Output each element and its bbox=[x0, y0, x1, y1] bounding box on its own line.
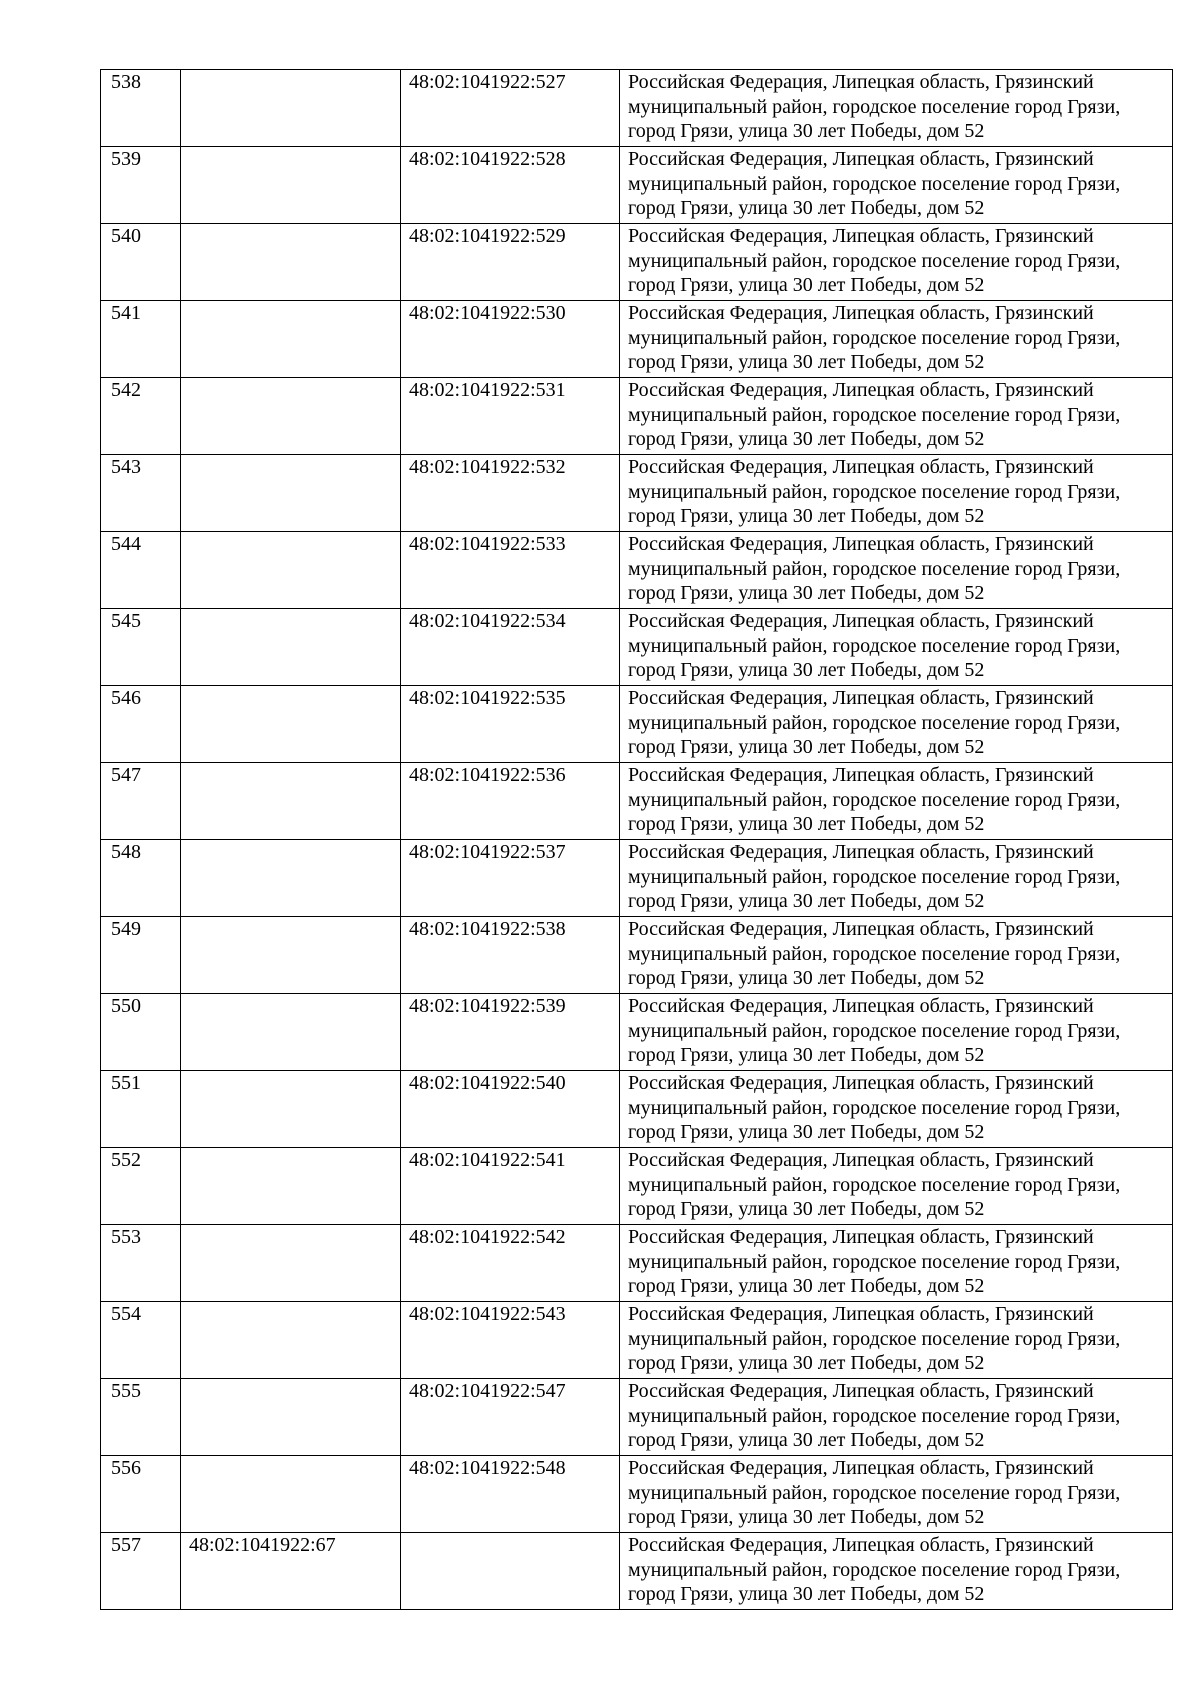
address-cell: Российская Федерация, Липецкая область, Грязинский муниципальный район, городское поселение город Грязи, город Грязи, улица 30 лет Победы, дом 52 bbox=[620, 917, 1173, 994]
row-number-cell: 556 bbox=[101, 1456, 181, 1533]
cadastral-number-cell: 48:02:1041922:527 bbox=[401, 70, 620, 147]
table-row bbox=[101, 763, 1173, 840]
cadastral-number-cell: 48:02:1041922:532 bbox=[401, 455, 620, 532]
previous-cadastral-number-cell bbox=[181, 1071, 401, 1148]
cadastral-number-cell bbox=[401, 1533, 620, 1610]
row-number-cell: 550 bbox=[101, 994, 181, 1071]
address-cell: Российская Федерация, Липецкая область, Грязинский муниципальный район, городское поселение город Грязи, город Грязи, улица 30 лет Победы, дом 52 bbox=[620, 378, 1173, 455]
address-cell: Российская Федерация, Липецкая область, Грязинский муниципальный район, городское поселение город Грязи, город Грязи, улица 30 лет Победы, дом 52 bbox=[620, 70, 1173, 147]
row-number-cell: 549 bbox=[101, 917, 181, 994]
address-cell: Российская Федерация, Липецкая область, Грязинский муниципальный район, городское поселение город Грязи, город Грязи, улица 30 лет Победы, дом 52 bbox=[620, 840, 1173, 917]
address-cell: Российская Федерация, Липецкая область, Грязинский муниципальный район, городское поселение город Грязи, город Грязи, улица 30 лет Победы, дом 52 bbox=[620, 686, 1173, 763]
row-number-cell: 554 bbox=[101, 1302, 181, 1379]
row-number-cell: 546 bbox=[101, 686, 181, 763]
table-row bbox=[101, 1379, 1173, 1456]
cadastral-number-cell: 48:02:1041922:533 bbox=[401, 532, 620, 609]
address-cell: Российская Федерация, Липецкая область, Грязинский муниципальный район, городское поселение город Грязи, город Грязи, улица 30 лет Победы, дом 52 bbox=[620, 532, 1173, 609]
row-number-cell: 541 bbox=[101, 301, 181, 378]
cadastral-number-cell: 48:02:1041922:531 bbox=[401, 378, 620, 455]
previous-cadastral-number-cell bbox=[181, 1302, 401, 1379]
previous-cadastral-number-cell bbox=[181, 994, 401, 1071]
row-number-cell: 552 bbox=[101, 1148, 181, 1225]
table-row bbox=[101, 609, 1173, 686]
address-cell: Российская Федерация, Липецкая область, Грязинский муниципальный район, городское поселение город Грязи, город Грязи, улица 30 лет Победы, дом 52 bbox=[620, 1302, 1173, 1379]
table-row bbox=[101, 994, 1173, 1071]
previous-cadastral-number-cell bbox=[181, 224, 401, 301]
row-number-cell: 551 bbox=[101, 1071, 181, 1148]
row-number-cell: 544 bbox=[101, 532, 181, 609]
row-number-cell: 538 bbox=[101, 70, 181, 147]
cadastral-number-cell: 48:02:1041922:542 bbox=[401, 1225, 620, 1302]
address-cell: Российская Федерация, Липецкая область, Грязинский муниципальный район, городское поселение город Грязи, город Грязи, улица 30 лет Победы, дом 52 bbox=[620, 1456, 1173, 1533]
previous-cadastral-number-cell: 48:02:1041922:67 bbox=[181, 1533, 401, 1610]
cadastral-number-cell: 48:02:1041922:536 bbox=[401, 763, 620, 840]
previous-cadastral-number-cell bbox=[181, 1225, 401, 1302]
previous-cadastral-number-cell bbox=[181, 917, 401, 994]
table-row bbox=[101, 1148, 1173, 1225]
table-row bbox=[101, 1456, 1173, 1533]
cadastral-number-cell: 48:02:1041922:535 bbox=[401, 686, 620, 763]
row-number-cell: 548 bbox=[101, 840, 181, 917]
table-row bbox=[101, 1071, 1173, 1148]
row-number-cell: 547 bbox=[101, 763, 181, 840]
table-row bbox=[101, 840, 1173, 917]
previous-cadastral-number-cell bbox=[181, 1148, 401, 1225]
cadastral-number-cell: 48:02:1041922:529 bbox=[401, 224, 620, 301]
address-cell: Российская Федерация, Липецкая область, Грязинский муниципальный район, городское поселение город Грязи, город Грязи, улица 30 лет Победы, дом 52 bbox=[620, 763, 1173, 840]
table-row bbox=[101, 1302, 1173, 1379]
previous-cadastral-number-cell bbox=[181, 1456, 401, 1533]
cadastral-number-cell: 48:02:1041922:548 bbox=[401, 1456, 620, 1533]
row-number-cell: 539 bbox=[101, 147, 181, 224]
address-cell: Российская Федерация, Липецкая область, Грязинский муниципальный район, городское поселение город Грязи, город Грязи, улица 30 лет Победы, дом 52 bbox=[620, 224, 1173, 301]
address-cell: Российская Федерация, Липецкая область, Грязинский муниципальный район, городское поселение город Грязи, город Грязи, улица 30 лет Победы, дом 52 bbox=[620, 1533, 1173, 1610]
table-row bbox=[101, 917, 1173, 994]
table-row bbox=[101, 301, 1173, 378]
cadastral-number-cell: 48:02:1041922:528 bbox=[401, 147, 620, 224]
cadastral-number-cell: 48:02:1041922:537 bbox=[401, 840, 620, 917]
previous-cadastral-number-cell bbox=[181, 609, 401, 686]
row-number-cell: 543 bbox=[101, 455, 181, 532]
cadastral-registry-table bbox=[100, 69, 1173, 1610]
row-number-cell: 545 bbox=[101, 609, 181, 686]
address-cell: Российская Федерация, Липецкая область, Грязинский муниципальный район, городское поселение город Грязи, город Грязи, улица 30 лет Победы, дом 52 bbox=[620, 994, 1173, 1071]
previous-cadastral-number-cell bbox=[181, 378, 401, 455]
table-row bbox=[101, 1225, 1173, 1302]
table-row bbox=[101, 224, 1173, 301]
address-cell: Российская Федерация, Липецкая область, Грязинский муниципальный район, городское поселение город Грязи, город Грязи, улица 30 лет Победы, дом 52 bbox=[620, 455, 1173, 532]
address-cell: Российская Федерация, Липецкая область, Грязинский муниципальный район, городское поселение город Грязи, город Грязи, улица 30 лет Победы, дом 52 bbox=[620, 1379, 1173, 1456]
cadastral-number-cell: 48:02:1041922:541 bbox=[401, 1148, 620, 1225]
previous-cadastral-number-cell bbox=[181, 840, 401, 917]
cadastral-number-cell: 48:02:1041922:543 bbox=[401, 1302, 620, 1379]
table-row bbox=[101, 1533, 1173, 1610]
table-row bbox=[101, 378, 1173, 455]
row-number-cell: 553 bbox=[101, 1225, 181, 1302]
row-number-cell: 540 bbox=[101, 224, 181, 301]
cadastral-number-cell: 48:02:1041922:538 bbox=[401, 917, 620, 994]
address-cell: Российская Федерация, Липецкая область, Грязинский муниципальный район, городское поселение город Грязи, город Грязи, улица 30 лет Победы, дом 52 bbox=[620, 1148, 1173, 1225]
table-row bbox=[101, 147, 1173, 224]
previous-cadastral-number-cell bbox=[181, 301, 401, 378]
cadastral-number-cell: 48:02:1041922:540 bbox=[401, 1071, 620, 1148]
previous-cadastral-number-cell bbox=[181, 455, 401, 532]
address-cell: Российская Федерация, Липецкая область, Грязинский муниципальный район, городское поселение город Грязи, город Грязи, улица 30 лет Победы, дом 52 bbox=[620, 301, 1173, 378]
cadastral-number-cell: 48:02:1041922:539 bbox=[401, 994, 620, 1071]
row-number-cell: 555 bbox=[101, 1379, 181, 1456]
row-number-cell: 542 bbox=[101, 378, 181, 455]
table-body bbox=[101, 70, 1173, 1610]
previous-cadastral-number-cell bbox=[181, 686, 401, 763]
cadastral-number-cell: 48:02:1041922:530 bbox=[401, 301, 620, 378]
table-row bbox=[101, 70, 1173, 147]
address-cell: Российская Федерация, Липецкая область, Грязинский муниципальный район, городское поселение город Грязи, город Грязи, улица 30 лет Победы, дом 52 bbox=[620, 1071, 1173, 1148]
address-cell: Российская Федерация, Липецкая область, Грязинский муниципальный район, городское поселение город Грязи, город Грязи, улица 30 лет Победы, дом 52 bbox=[620, 1225, 1173, 1302]
previous-cadastral-number-cell bbox=[181, 70, 401, 147]
address-cell: Российская Федерация, Липецкая область, Грязинский муниципальный район, городское поселение город Грязи, город Грязи, улица 30 лет Победы, дом 52 bbox=[620, 147, 1173, 224]
row-number-cell: 557 bbox=[101, 1533, 181, 1610]
table-row bbox=[101, 686, 1173, 763]
cadastral-number-cell: 48:02:1041922:534 bbox=[401, 609, 620, 686]
table-row bbox=[101, 532, 1173, 609]
table-row bbox=[101, 455, 1173, 532]
previous-cadastral-number-cell bbox=[181, 532, 401, 609]
previous-cadastral-number-cell bbox=[181, 763, 401, 840]
address-cell: Российская Федерация, Липецкая область, Грязинский муниципальный район, городское поселение город Грязи, город Грязи, улица 30 лет Победы, дом 52 bbox=[620, 609, 1173, 686]
previous-cadastral-number-cell bbox=[181, 1379, 401, 1456]
cadastral-number-cell: 48:02:1041922:547 bbox=[401, 1379, 620, 1456]
previous-cadastral-number-cell bbox=[181, 147, 401, 224]
